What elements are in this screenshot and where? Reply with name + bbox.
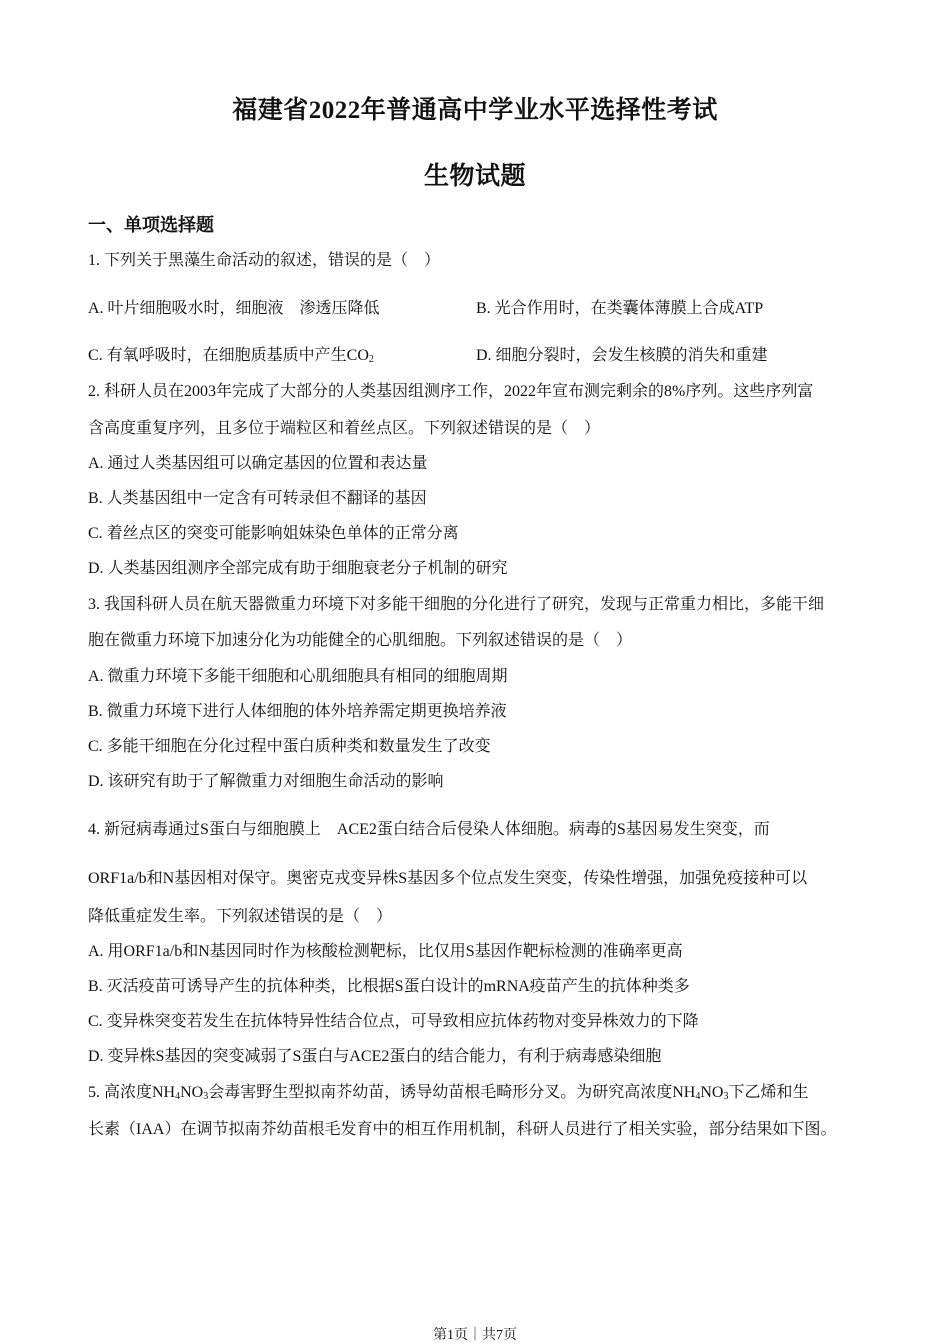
stem-text: NO xyxy=(180,1084,204,1101)
subscript: 3 xyxy=(723,1091,729,1102)
question-2-option-c: C. 着丝点区的突变可能影响姐妹染色单体的正常分离 xyxy=(88,525,459,542)
question-1-option-d: D. 细胞分裂时，会发生核膜的消失和重建 xyxy=(476,347,768,364)
subscript: 2 xyxy=(368,354,374,365)
question-2-stem-line1: 2. 科研人员在2003年完成了大部分的人类基因组测序工作，2022年宣布测完剩余的8%序列。这些序列富 xyxy=(88,383,814,400)
page-footer: 第1页｜共7页 xyxy=(433,1328,517,1343)
question-4-option-c: C. 变异株突变若发生在抗体特异性结合位点，可导致相应抗体药物对变异株效力的下降 xyxy=(88,1013,699,1030)
question-3-option-c: C. 多能干细胞在分化过程中蛋白质种类和数量发生了改变 xyxy=(88,738,491,755)
question-2-option-b: B. 人类基因组中一定含有可转录但不翻译的基因 xyxy=(88,490,427,507)
question-3-option-b: B. 微重力环境下进行人体细胞的体外培养需定期更换培养液 xyxy=(88,703,507,720)
stem-text: NO xyxy=(700,1084,724,1101)
question-4-stem-line2: ORF1a/b和N基因相对保守。奥密克戎变异株S基因多个位点发生突变，传染性增强，加强免疫接种可以 xyxy=(88,870,808,887)
stem-text: 5. 高浓度NH xyxy=(88,1084,176,1101)
question-2-option-a: A. 通过人类基因组可以确定基因的位置和表达量 xyxy=(88,455,428,472)
question-4-option-a: A. 用ORF1a/b和N基因同时作为核酸检测靶标，比仅用S基因作靶标检测的准确率更高 xyxy=(88,943,683,960)
exam-title: 福建省2022年普通高中学业水平选择性考试 xyxy=(232,97,718,124)
question-4-option-d: D. 变异株S基因的突变减弱了S蛋白与ACE2蛋白的结合能力，有利于病毒感染细胞 xyxy=(88,1048,662,1065)
section-heading: 一、单项选择题 xyxy=(88,215,214,235)
stem-text: 会毒害野生型拟南芥幼苗，诱导幼苗根毛畸形分叉。为研究高浓度NH xyxy=(208,1084,696,1101)
question-3-stem-line1: 3. 我国科研人员在航天器微重力环境下对多能干细胞的分化进行了研究，发现与正常重力相比，多能干细 xyxy=(88,596,825,613)
option-c-text: C. 有氧呼吸时，在细胞质基质中产生CO xyxy=(88,347,369,364)
subscript: 3 xyxy=(203,1091,209,1102)
question-5-stem-line1 xyxy=(88,1079,808,1102)
question-3-option-d: D. 该研究有助于了解微重力对细胞生命活动的影响 xyxy=(88,773,444,790)
subscript: 4 xyxy=(695,1091,701,1102)
subscript: 4 xyxy=(175,1091,181,1102)
question-4-option-b: B. 灭活疫苗可诱导产生的抗体种类，比根据S蛋白设计的mRNA疫苗产生的抗体种类多 xyxy=(88,978,690,995)
question-3-option-a: A. 微重力环境下多能干细胞和心肌细胞具有相同的细胞周期 xyxy=(88,668,508,685)
question-2-stem-line2: 含高度重复序列，且多位于端粒区和着丝点区。下列叙述错误的是（ ） xyxy=(88,420,601,437)
question-1-stem: 1. 下列关于黑藻生命活动的叙述，错误的是（ ） xyxy=(88,252,441,269)
question-4-stem-line3: 降低重症发生率。下列叙述错误的是（ ） xyxy=(88,908,393,925)
question-3-stem-line2: 胞在微重力环境下加速分化为功能健全的心肌细胞。下列叙述错误的是（ ） xyxy=(88,632,633,649)
question-5-stem-line2: 长素（IAA）在调节拟南芥幼苗根毛发育中的相互作用机制，科研人员进行了相关实验，部分结果如下图。 xyxy=(88,1121,837,1138)
question-2-option-d: D. 人类基因组测序全部完成有助于细胞衰老分子机制的研究 xyxy=(88,560,508,577)
exam-subtitle: 生物试题 xyxy=(423,163,526,190)
question-1-option-a: A. 叶片细胞吸水时，细胞液 渗透压降低 xyxy=(88,300,380,317)
question-1-option-c xyxy=(88,342,374,365)
stem-text: 下乙烯和生 xyxy=(728,1084,809,1101)
question-1-option-b: B. 光合作用时，在类囊体薄膜上合成ATP xyxy=(476,300,764,317)
question-4-stem-line1: 4. 新冠病毒通过S蛋白与细胞膜上 ACE2蛋白结合后侵染人体细胞。病毒的S基因易发生突变，而 xyxy=(88,821,770,838)
